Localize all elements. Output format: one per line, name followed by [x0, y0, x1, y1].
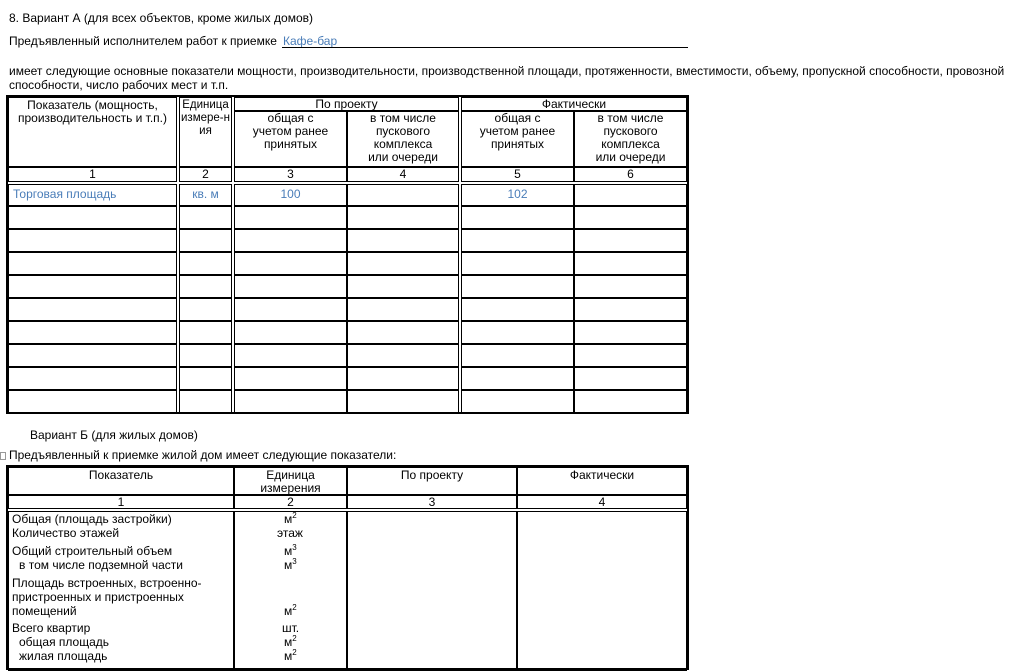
- table-b-row-floors: Количество этажей: [12, 526, 120, 540]
- table-a-empty-cell[interactable]: [574, 390, 687, 413]
- table-a-empty-cell[interactable]: [574, 321, 687, 344]
- table-a-group-project: По проекту: [234, 97, 459, 111]
- table-b-col-actual: Фактически: [517, 467, 687, 495]
- table-b-col-unit: Единица измерения: [234, 467, 347, 495]
- table-b-row-builtin-3: помещений: [12, 604, 77, 618]
- table-a-empty-cell[interactable]: [179, 321, 232, 344]
- table-b-row-volume: Общий строительный объем: [12, 544, 173, 558]
- table-a-empty-cell[interactable]: [179, 390, 232, 413]
- table-a-empty-cell[interactable]: [8, 275, 177, 298]
- table-b-unit-floor: этаж: [277, 526, 303, 540]
- table-a-empty-cell[interactable]: [347, 252, 459, 275]
- table-b-unit-sq-2: $м^2$: [284, 603, 297, 618]
- table-a-empty-cell[interactable]: [461, 390, 574, 413]
- table-a-empty-cell[interactable]: [179, 367, 232, 390]
- table-a-empty-cell[interactable]: [234, 252, 347, 275]
- table-b-unit-sq-4: $м^2$: [284, 648, 297, 663]
- table-a-empty-cell[interactable]: [574, 229, 687, 252]
- table-b-num-1: 1: [8, 495, 234, 509]
- table-b-row-apt-total-area: общая площадь: [19, 635, 110, 649]
- table-a-empty-cell[interactable]: [179, 344, 232, 367]
- table-a-empty-cell[interactable]: [179, 275, 232, 298]
- table-b-row-apartments: Всего квартир: [12, 621, 91, 635]
- table-a-empty-cell[interactable]: [347, 275, 459, 298]
- table-a-num-4: 4: [347, 167, 459, 182]
- table-a-empty-cell[interactable]: [347, 390, 459, 413]
- table-a-row1-project-incl[interactable]: [347, 184, 459, 206]
- table-a-empty-cell[interactable]: [574, 298, 687, 321]
- table-a-empty-cell[interactable]: [347, 367, 459, 390]
- table-a-empty-cell[interactable]: [461, 344, 574, 367]
- table-a-empty-cell[interactable]: [574, 367, 687, 390]
- table-a-row1-actual-total[interactable]: 102: [461, 184, 574, 206]
- table-a-empty-cell[interactable]: [574, 252, 687, 275]
- table-a-col-indicator: Показатель (мощность, производительность и т.п.): [8, 97, 177, 167]
- table-a-row1-project-total[interactable]: 100: [234, 184, 347, 206]
- table-a-num-3: 3: [234, 167, 347, 182]
- table-a-num-1: 1: [8, 167, 177, 182]
- table-a-empty-cell[interactable]: [461, 298, 574, 321]
- table-a-empty-cell[interactable]: [179, 298, 232, 321]
- table-a-row1-unit[interactable]: кв. м: [179, 184, 232, 206]
- presented-label: Предъявленный исполнителем работ к приемке: [9, 34, 277, 48]
- table-a-num-6: 6: [574, 167, 687, 182]
- table-b-num-3: 3: [347, 495, 517, 509]
- table-a-empty-cell[interactable]: [461, 206, 574, 229]
- table-b-body-actual-col[interactable]: [517, 511, 687, 671]
- table-b-col-project: По проекту: [347, 467, 517, 495]
- presented-value[interactable]: Кафе-бар: [283, 34, 338, 48]
- table-b-col-indicator: Показатель: [8, 467, 234, 495]
- table-a-empty-cell[interactable]: [8, 206, 177, 229]
- table-a-empty-cell[interactable]: [8, 229, 177, 252]
- table-a-empty-cell[interactable]: [234, 298, 347, 321]
- table-a-num-2: 2: [179, 167, 232, 182]
- table-a-num-5: 5: [461, 167, 574, 182]
- indicators-text-line2: способности, число рабочих мест и т.п.: [9, 78, 229, 92]
- table-b-row-apt-living-area: жилая площадь: [19, 649, 108, 663]
- table-a-col-incl-actual: в том числе пускового комплекса или очереди: [574, 111, 687, 167]
- indicators-text-line1: имеет следующие основные показатели мощности, производительности, производственной площади, протяженности, вместимости, объему, пропускной способности, провозной: [9, 64, 1005, 78]
- table-a-empty-cell[interactable]: [574, 344, 687, 367]
- table-a-empty-cell[interactable]: [179, 252, 232, 275]
- table-a-empty-cell[interactable]: [234, 390, 347, 413]
- table-a-col-unit: Единица измере-ния: [179, 97, 232, 167]
- table-a-empty-cell[interactable]: [347, 206, 459, 229]
- table-a-empty-cell[interactable]: [234, 229, 347, 252]
- table-a-empty-cell[interactable]: [461, 367, 574, 390]
- section-a-heading: 8. Вариант А (для всех объектов, кроме жилых домов): [9, 11, 313, 25]
- table-b-row-total-area: Общая (площадь застройки): [12, 512, 172, 526]
- table-b-row-underground: в том числе подземной части: [19, 558, 183, 572]
- table-a-empty-cell[interactable]: [8, 390, 177, 413]
- table-a-empty-cell[interactable]: [8, 252, 177, 275]
- table-b-unit-sq-3: $м^2$: [284, 634, 297, 649]
- table-a-empty-cell[interactable]: [574, 206, 687, 229]
- table-a-empty-cell[interactable]: [347, 229, 459, 252]
- table-a-empty-cell[interactable]: [179, 206, 232, 229]
- table-a-empty-cell[interactable]: [179, 229, 232, 252]
- table-a-empty-cell[interactable]: [8, 298, 177, 321]
- table-a-row1-actual-incl[interactable]: [574, 184, 687, 206]
- table-b-num-2: 2: [234, 495, 347, 509]
- table-a-empty-cell[interactable]: [574, 275, 687, 298]
- table-a-col-incl: в том числе пускового комплекса или очереди: [347, 111, 459, 167]
- table-a-empty-cell[interactable]: [8, 367, 177, 390]
- section-b-heading: Вариант Б (для жилых домов): [30, 428, 198, 442]
- table-b-unit-sq-1: $м^2$: [284, 511, 297, 526]
- table-a-empty-cell[interactable]: [347, 321, 459, 344]
- section-b-presented-text: Предъявленный к приемке жилой дом имеет следующие показатели:: [9, 448, 397, 462]
- table-a-empty-cell[interactable]: [461, 321, 574, 344]
- table-a-empty-cell[interactable]: [234, 367, 347, 390]
- table-b-unit-cub-2: $м^3$: [284, 557, 297, 572]
- table-a-empty-cell[interactable]: [347, 298, 459, 321]
- table-a-group-actual: Фактически: [461, 97, 687, 111]
- table-a-empty-cell[interactable]: [461, 229, 574, 252]
- anchor-marker-icon: [0, 452, 6, 460]
- table-b-unit-cub-1: $м^3$: [284, 543, 297, 558]
- table-a-empty-cell[interactable]: [234, 206, 347, 229]
- table-a-empty-cell[interactable]: [461, 275, 574, 298]
- table-a-col-total: общая с учетом ранее принятых: [234, 111, 347, 167]
- table-a-empty-cell[interactable]: [8, 321, 177, 344]
- table-b-unit-pcs: шт.: [282, 621, 300, 635]
- table-a-empty-cell[interactable]: [234, 344, 347, 367]
- table-a-col-total-actual: общая с учетом ранее принятых: [461, 111, 574, 167]
- table-b-row-builtin-1: Площадь встроенных, встроенно-: [12, 576, 202, 590]
- table-a-empty-cell[interactable]: [8, 344, 177, 367]
- table-a-empty-cell[interactable]: [347, 344, 459, 367]
- table-b-body-project-col[interactable]: [347, 511, 517, 671]
- table-b-row-builtin-2: пристроенных и пристроенных: [12, 590, 184, 604]
- table-a-empty-cell[interactable]: [234, 321, 347, 344]
- table-b-num-4: 4: [517, 495, 687, 509]
- table-a-row1-indicator[interactable]: Торговая площадь: [8, 184, 177, 206]
- presented-underline: [282, 47, 688, 48]
- table-a-empty-cell[interactable]: [461, 252, 574, 275]
- table-a-empty-cell[interactable]: [234, 275, 347, 298]
